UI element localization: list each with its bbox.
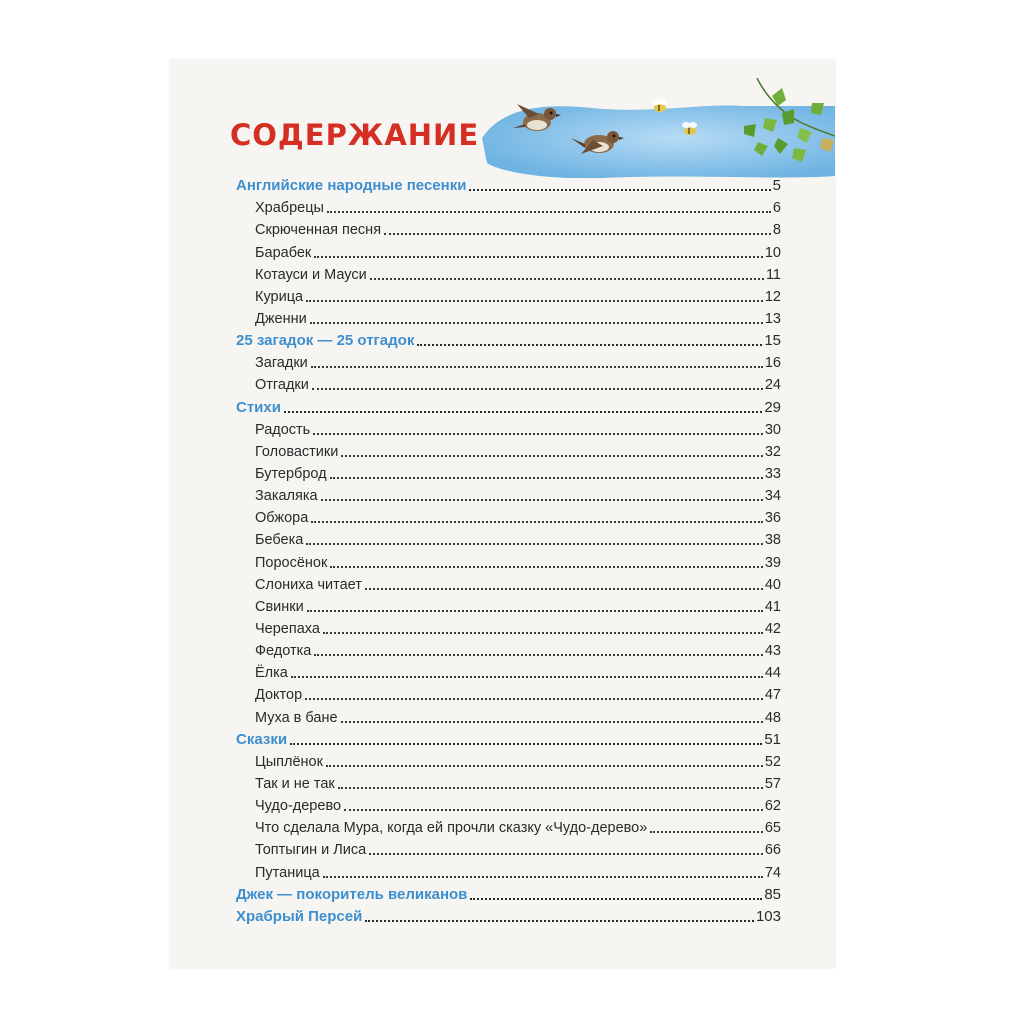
toc-entry-label: Черепаха	[255, 620, 320, 637]
dot-leader	[291, 676, 763, 678]
toc-page-number: 6	[772, 200, 781, 217]
toc-page-number: 103	[755, 907, 781, 925]
toc-page-number: 12	[764, 288, 781, 305]
toc-page-number: 65	[764, 820, 781, 837]
toc-entry	[236, 572, 781, 594]
dot-leader	[323, 876, 763, 878]
toc-entry-label: Муха в бане	[255, 709, 338, 726]
dot-leader	[365, 588, 763, 590]
dot-leader	[369, 853, 763, 855]
toc-page-number: 30	[764, 421, 781, 438]
toc-entry-label: Дженни	[255, 310, 307, 327]
toc-page-number: 47	[764, 687, 781, 704]
toc-page-number: 15	[764, 332, 781, 350]
toc-entry-label: Котауси и Мауси	[255, 266, 367, 283]
toc-page-number: 44	[764, 665, 781, 682]
toc-page-number: 16	[764, 355, 781, 372]
toc-entry	[236, 749, 781, 771]
dot-leader	[307, 610, 763, 612]
toc-section-entry	[236, 394, 781, 416]
dot-leader	[314, 654, 763, 656]
toc-entry	[236, 771, 781, 793]
toc-entry	[236, 837, 781, 859]
toc-section-entry	[236, 328, 781, 350]
toc-entry-label: Храбрецы	[255, 200, 324, 217]
dot-leader	[330, 566, 763, 568]
dot-leader	[314, 256, 763, 258]
toc-entry	[236, 815, 781, 837]
toc-page-number: 74	[764, 864, 781, 881]
toc-entry	[236, 372, 781, 394]
toc-entry-label: Английские народные песенки	[236, 177, 467, 195]
toc-page-number: 57	[764, 775, 781, 792]
dot-leader	[344, 809, 763, 811]
toc-entry	[236, 262, 781, 284]
table-of-contents	[236, 173, 781, 926]
toc-entry	[236, 527, 781, 549]
dot-leader	[290, 743, 762, 745]
toc-entry	[236, 461, 781, 483]
toc-entry-label: Путаница	[255, 864, 320, 881]
toc-entry	[236, 682, 781, 704]
dot-leader	[284, 411, 762, 413]
dot-leader	[330, 477, 763, 479]
dot-leader	[341, 455, 763, 457]
toc-page-number: 24	[764, 377, 781, 394]
toc-page-number: 32	[764, 443, 781, 460]
toc-entry-label: Доктор	[255, 687, 303, 704]
toc-page-number: 11	[765, 266, 781, 283]
toc-entry-label: Топтыгин и Лиса	[255, 842, 367, 859]
dot-leader	[370, 278, 764, 280]
toc-entry-label: Барабек	[255, 244, 312, 261]
toc-entry-label: Джек — покоритель великанов	[236, 885, 468, 903]
toc-entry-label: Обжора	[255, 510, 309, 527]
toc-entry-label: Чудо-дерево	[255, 798, 342, 815]
toc-entry-label: Федотка	[255, 643, 312, 660]
toc-entry-label: Загадки	[255, 355, 308, 372]
dot-leader	[310, 322, 763, 324]
toc-page-number: 5	[772, 177, 781, 195]
toc-entry	[236, 594, 781, 616]
dot-leader	[338, 787, 763, 789]
toc-entry-label: Закаляка	[255, 488, 318, 505]
toc-page-number: 85	[764, 885, 781, 903]
toc-page-number: 40	[764, 576, 781, 593]
toc-entry	[236, 284, 781, 306]
toc-page-number: 41	[764, 598, 781, 615]
toc-entry-label: Слониха читает	[255, 576, 362, 593]
toc-entry	[236, 505, 781, 527]
toc-entry-label: Радость	[255, 421, 311, 438]
dot-leader	[326, 765, 763, 767]
toc-entry-label: Бутерброд	[255, 465, 327, 482]
dot-leader	[365, 920, 754, 922]
toc-entry-label: Головастики	[255, 443, 339, 460]
toc-page-number: 36	[764, 510, 781, 527]
toc-entry	[236, 859, 781, 881]
dot-leader	[311, 366, 763, 368]
dot-leader	[306, 300, 763, 302]
toc-entry	[236, 793, 781, 815]
dot-leader	[312, 388, 763, 390]
toc-entry-label: Поросёнок	[255, 554, 328, 571]
toc-page-number: 10	[764, 244, 781, 261]
toc-entry-label: Храбрый Персей	[236, 907, 363, 925]
toc-entry-label: Бебека	[255, 532, 304, 549]
toc-entry	[236, 483, 781, 505]
toc-entry-label: Курица	[255, 288, 304, 305]
toc-entry-label: Скрюченная песня	[255, 222, 382, 239]
dot-leader	[313, 433, 763, 435]
toc-section-entry	[236, 904, 781, 926]
toc-entry	[236, 660, 781, 682]
toc-page-number: 33	[764, 465, 781, 482]
toc-entry	[236, 195, 781, 217]
toc-page-number: 43	[764, 643, 781, 660]
toc-page-number: 39	[764, 554, 781, 571]
dot-leader	[321, 499, 763, 501]
toc-entry	[236, 616, 781, 638]
toc-entry	[236, 704, 781, 726]
toc-page-number: 8	[772, 222, 781, 239]
toc-entry-label: Цыплёнок	[255, 753, 323, 770]
dot-leader	[341, 721, 763, 723]
dot-leader	[311, 521, 763, 523]
toc-section-entry	[236, 882, 781, 904]
dot-leader	[327, 211, 771, 213]
toc-entry-label: Стихи	[236, 398, 281, 416]
toc-entry-label: Свинки	[255, 598, 304, 615]
dot-leader	[306, 543, 763, 545]
toc-entry	[236, 306, 781, 328]
toc-page-number: 42	[764, 620, 781, 637]
toc-entry-label: Ёлка	[255, 665, 288, 682]
dot-leader	[323, 632, 763, 634]
toc-entry-label: Отгадки	[255, 377, 309, 394]
toc-entry-label: Что сделала Мура, когда ей прочли сказку «Чудо-дерево»	[255, 820, 648, 837]
toc-section-entry	[236, 173, 781, 195]
toc-entry	[236, 239, 781, 261]
book-page	[170, 60, 835, 968]
toc-page-number: 51	[764, 730, 781, 748]
toc-entry	[236, 417, 781, 439]
toc-page-number: 66	[764, 842, 781, 859]
toc-entry	[236, 439, 781, 461]
dot-leader	[384, 233, 771, 235]
sky-illustration	[482, 78, 835, 178]
toc-page-number: 48	[764, 709, 781, 726]
toc-entry-label: Сказки	[236, 730, 288, 748]
toc-entry	[236, 549, 781, 571]
dot-leader	[417, 344, 762, 346]
toc-entry-label: Так и не так	[255, 775, 335, 792]
dot-leader	[650, 831, 763, 833]
dot-leader	[470, 898, 762, 900]
toc-entry	[236, 350, 781, 372]
toc-page-number: 62	[764, 798, 781, 815]
toc-section-entry	[236, 727, 781, 749]
dot-leader	[469, 189, 770, 191]
toc-page-number: 34	[764, 488, 781, 505]
toc-entry	[236, 217, 781, 239]
toc-page-number: 13	[764, 310, 781, 327]
toc-page-number: 29	[764, 398, 781, 416]
toc-page-number: 52	[764, 753, 781, 770]
page-title: СОДЕРЖАНИЕ	[230, 118, 480, 152]
toc-entry	[236, 638, 781, 660]
toc-entry-label: 25 загадок — 25 отгадок	[236, 332, 415, 350]
dot-leader	[305, 698, 763, 700]
toc-page-number: 38	[764, 532, 781, 549]
